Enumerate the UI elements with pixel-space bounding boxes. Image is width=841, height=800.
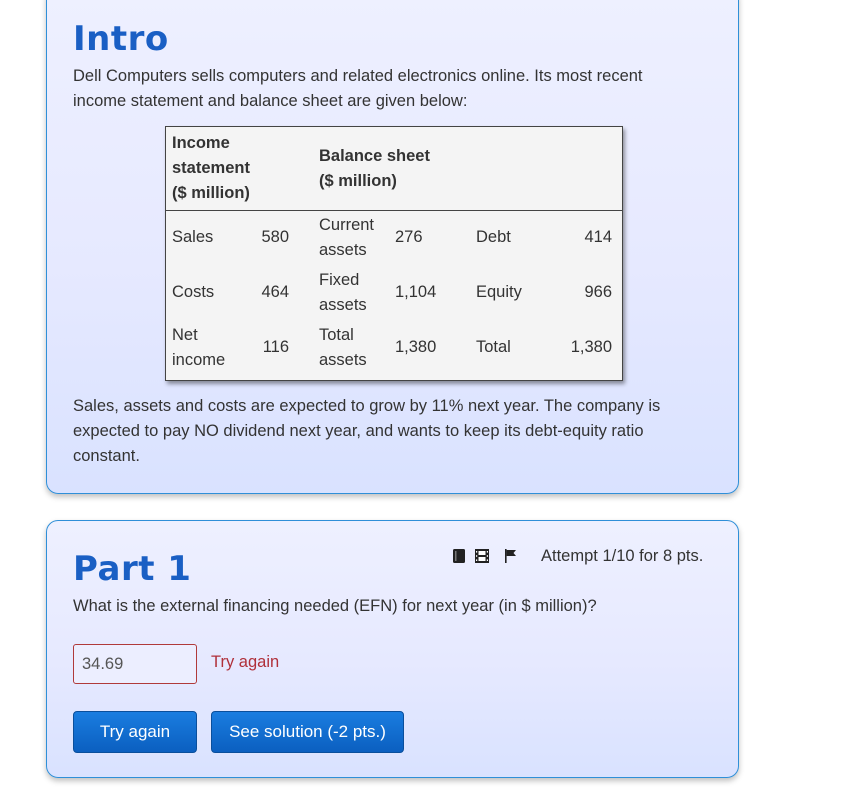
header-divider (166, 210, 622, 211)
table-cell-equity-value: 966 (584, 283, 612, 301)
table-cell-total-value: 1,380 (570, 338, 612, 356)
table-cell-net-income-label: Net income (172, 326, 226, 369)
table-cell-costs-value: 464 (261, 283, 289, 301)
book-icon[interactable] (452, 548, 466, 569)
try-again-button[interactable]: Try again (73, 711, 197, 753)
part1-card (46, 520, 739, 778)
intro-text-line-2: income statement and balance sheet are given below: (73, 92, 468, 110)
table-cell-total-label: Total (476, 338, 511, 356)
table-cell-net-income-value: 116 (262, 338, 289, 356)
assumptions-line-2: expected to pay NO dividend next year, and wants to keep its debt-equity ratio (73, 422, 644, 440)
intro-title: Intro (73, 19, 169, 59)
table-cell-sales-label: Sales (172, 228, 214, 246)
intro-text-line-1: Dell Computers sells computers and related electronics online. Its most recent (73, 67, 643, 85)
table-cell-current-assets-value: 276 (395, 228, 423, 246)
balance-sheet-header: Balance sheet ($ million) (319, 147, 430, 190)
table-cell-current-assets-label: Current assets (319, 216, 375, 259)
intro-assumptions-text (73, 394, 713, 469)
table-cell-costs-label: Costs (172, 283, 215, 301)
answer-feedback: Try again (211, 653, 280, 671)
see-solution-button[interactable]: See solution (-2 pts.) (211, 711, 404, 753)
table-cell-sales-value: 580 (261, 228, 289, 246)
intro-text (73, 64, 713, 114)
intro-card (46, 0, 739, 494)
table-cell-debt-label: Debt (476, 228, 511, 246)
income-statement-header: Income statement ($ million) (172, 134, 250, 202)
financial-table (165, 126, 623, 381)
table-cell-debt-value: 414 (584, 228, 612, 246)
part1-question: What is the external financing needed (EFN) for next year (in $ million)? (73, 597, 597, 615)
film-icon[interactable] (474, 548, 490, 569)
table-cell-total-assets-value: 1,380 (395, 338, 437, 356)
part1-title: Part 1 (73, 549, 192, 589)
answer-input[interactable] (73, 644, 197, 684)
table-cell-total-assets-label: Total assets (319, 326, 367, 369)
assumptions-line-3: constant. (73, 447, 140, 465)
table-cell-equity-label: Equity (476, 283, 522, 301)
assumptions-line-1: Sales, assets and costs are expected to grow by 11% next year. The company is (73, 397, 661, 415)
attempt-counter: Attempt 1/10 for 8 pts. (541, 547, 704, 565)
flag-icon[interactable] (504, 548, 518, 569)
table-cell-fixed-assets-value: 1,104 (395, 283, 437, 301)
table-cell-fixed-assets-label: Fixed assets (319, 271, 367, 314)
part-toolbar (452, 549, 518, 567)
